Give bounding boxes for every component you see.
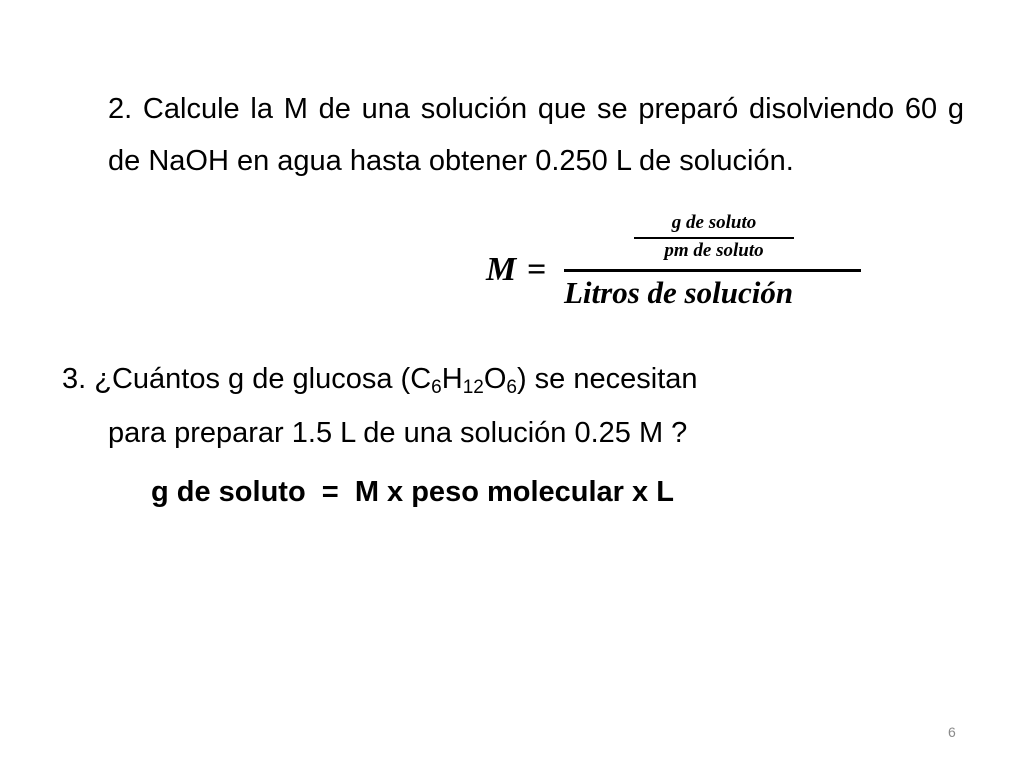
- subscript-oxygen: 6: [506, 377, 517, 398]
- formula-main-denominator: Litros de solución: [564, 275, 794, 310]
- formula-inner-fraction: [634, 213, 794, 261]
- subscript-carbon: 6: [431, 377, 442, 398]
- subscript-hydrogen: 12: [462, 377, 484, 398]
- problem-3-text: [62, 352, 698, 460]
- problem-2-text: 2. Calcule la M de una solución que se preparó disolviendo 60 g de NaOH en agua hasta obtener 0.250 L de solución.: [108, 93, 964, 177]
- formula-inner-numerator: g de soluto: [671, 212, 757, 233]
- formula-inner-denominator: pm de soluto: [664, 240, 764, 261]
- problem-3-prefix: 3. ¿Cuántos g de glucosa (C: [62, 363, 432, 395]
- grams-of-solute-equation: g de soluto = M x peso molecular x L: [151, 476, 674, 508]
- problem-3-suffix: ) se necesitan: [516, 363, 698, 395]
- page-number: 6: [948, 724, 956, 740]
- hydrogen-symbol: H: [441, 363, 463, 395]
- oxygen-symbol: O: [483, 363, 507, 395]
- formula-inner-fraction-bar: [634, 237, 794, 239]
- molarity-formula: [486, 213, 876, 313]
- problem-3-line-2: para preparar 1.5 L de una solución 0.25 M ?: [108, 417, 688, 449]
- problem-3-line-1: [62, 352, 698, 406]
- formula-lhs: M =: [486, 251, 548, 288]
- formula-main-fraction-bar: [564, 269, 861, 272]
